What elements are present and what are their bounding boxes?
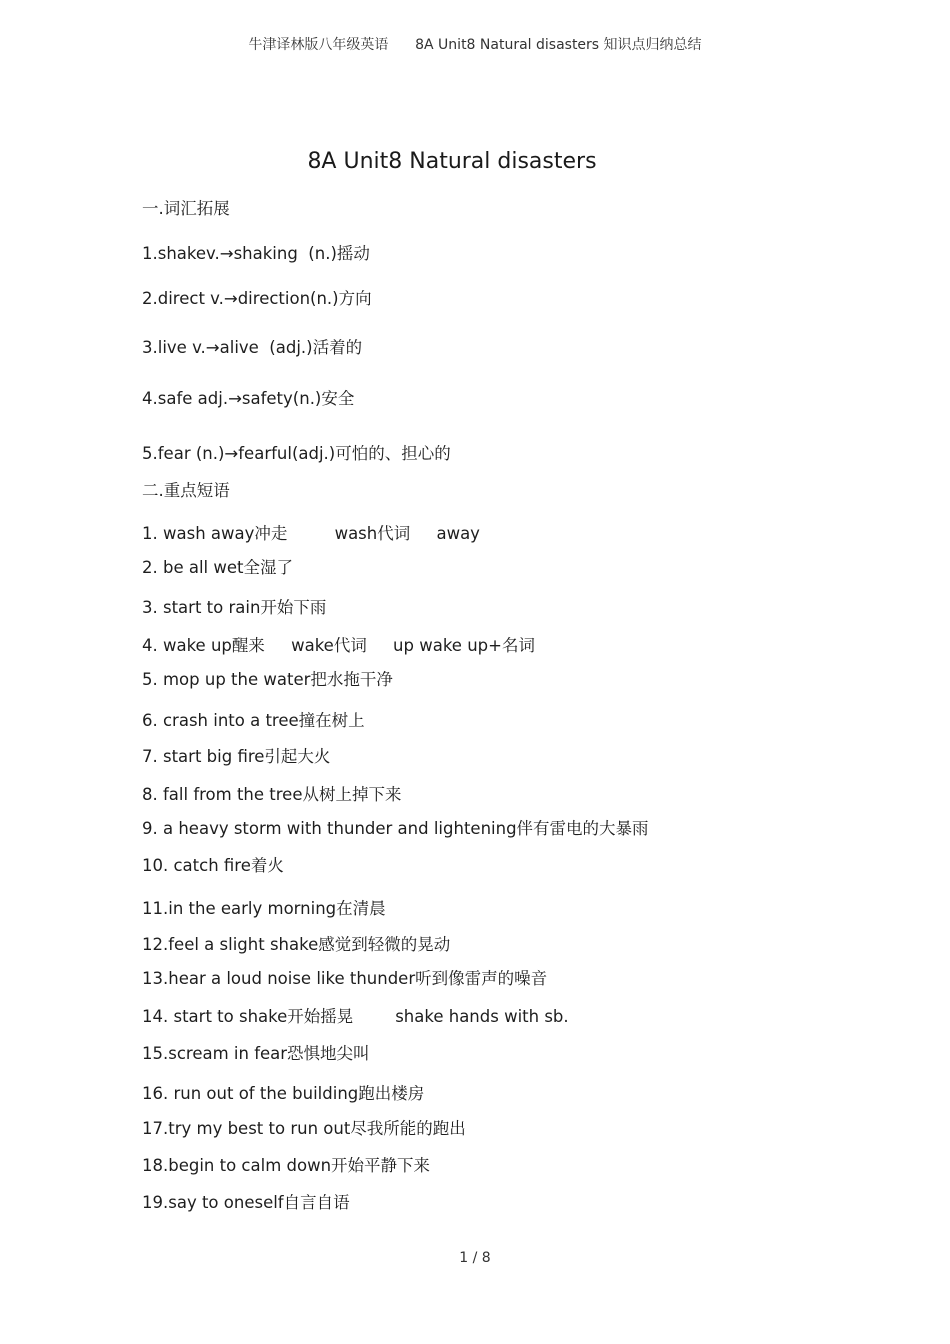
phrase-item: 1. wash away冲走 wash代词 away <box>142 524 480 543</box>
phrase-item: 19.say to oneself自言自语 <box>142 1193 350 1212</box>
phrase-item: 13.hear a loud noise like thunder听到像雷声的噪音 <box>142 969 548 988</box>
phrase-item: 6. crash into a tree撞在树上 <box>142 711 365 730</box>
phrase-item: 9. a heavy storm with thunder and lightening伴有雷电的大暴雨 <box>142 819 649 838</box>
phrase-item: 3. start to rain开始下雨 <box>142 598 327 617</box>
phrase-item: 15.scream in fear恐惧地尖叫 <box>142 1044 370 1063</box>
vocabulary-item: 2.direct v.→direction(n.)方向 <box>142 289 372 308</box>
vocabulary-item: 4.safe adj.→safety(n.)安全 <box>142 389 355 408</box>
vocabulary-item: 3.live v.→alive (adj.)活着的 <box>142 338 363 357</box>
phrase-item: 16. run out of the building跑出楼房 <box>142 1084 425 1103</box>
phrase-item: 2. be all wet全湿了 <box>142 558 293 577</box>
phrase-item: 4. wake up醒来 wake代词 up wake up+名词 <box>142 636 535 655</box>
phrase-item: 18.begin to calm down开始平静下来 <box>142 1156 431 1175</box>
phrase-item: 8. fall from the tree从树上掉下来 <box>142 785 402 804</box>
page-header: 牛津译林版八年级英语 8A Unit8 Natural disasters 知识点归纳总结 <box>248 37 702 53</box>
phrase-item: 11.in the early morning在清晨 <box>142 899 386 918</box>
vocabulary-item: 1.shakev.→shaking (n.)摇动 <box>142 244 370 263</box>
section-heading-vocabulary: 一.词汇拓展 <box>142 199 230 218</box>
phrase-item: 7. start big fire引起大火 <box>142 747 331 766</box>
phrase-item: 10. catch fire着火 <box>142 856 284 875</box>
section-heading-phrases: 二.重点短语 <box>142 481 230 500</box>
phrase-item: 14. start to shake开始摇晃 shake hands with sb. <box>142 1007 569 1026</box>
vocabulary-item: 5.fear (n.)→fearful(adj.)可怕的、担心的 <box>142 444 451 463</box>
phrase-item: 5. mop up the water把水拖干净 <box>142 670 393 689</box>
page-number: 1 / 8 <box>459 1250 491 1266</box>
document-title: 8A Unit8 Natural disasters <box>307 149 597 174</box>
phrase-item: 12.feel a slight shake感觉到轻微的晃动 <box>142 935 451 954</box>
phrase-item: 17.try my best to run out尽我所能的跑出 <box>142 1119 466 1138</box>
